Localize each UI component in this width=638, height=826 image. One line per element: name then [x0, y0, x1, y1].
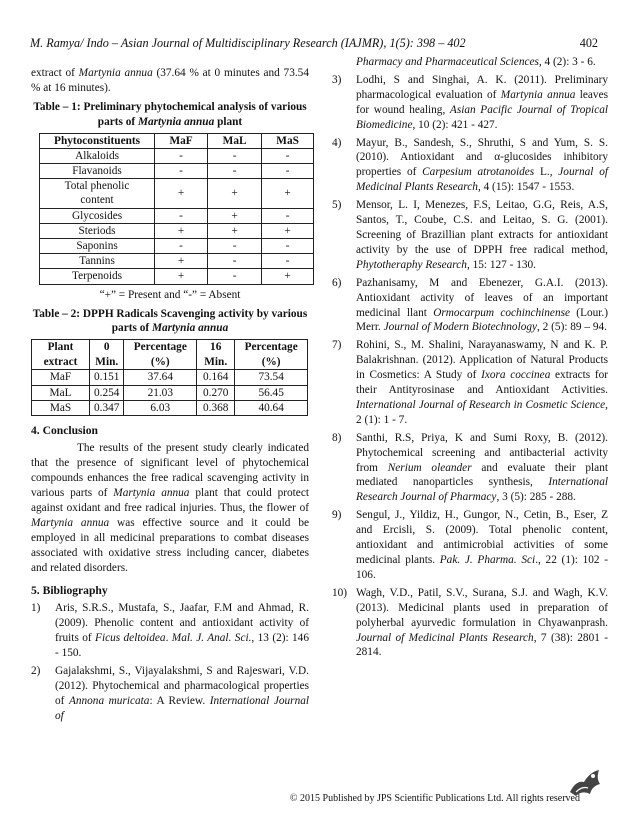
conclusion-paragraph: The results of the present study clearly indicated that the presence of significant level of phytochemical compounds enhances the free radical scavenging activity in various parts of Martynia annua plant that could protect against oxidant and free radical injuries. Thus, the flower of Martynia annua was effective source and it could be employed in all medicinal preparations to combat diseases associated with oxidative stress including cancer, diabetes and related disorders. [31, 442, 309, 574]
reference-item: 4) Mayur, B., Sandesh, S., Shruthi, S and Yum, S. S. (2010). Antioxidant and α-glucosides inhibitory properties of Carpesium atrotanoides L., Journal of Medicinal Plants Research, 4 (15): 1547 - 1553. [332, 136, 608, 194]
phytochemical-table [39, 133, 314, 285]
table-cell: - [208, 164, 262, 179]
table-header-row [32, 340, 308, 370]
table-cell: 37.64 [124, 370, 197, 385]
reference-item: 7) Rohini, S., M. Shalini, Narayanaswamy, N and K. P. Balakrishnan. (2012). Application of Natural Products in Cosmetics: A Study of Ixora coccinea extracts for their Antityrosinase and Antioxidant Activities. International Journal of Research in Cosmetic Science, 2 (1): 1 - 7. [332, 339, 609, 426]
table-header-row [40, 133, 314, 148]
page-number: 402 [579, 36, 598, 50]
column-header: MaF [155, 133, 208, 148]
table-cell: 0.164 [197, 370, 235, 385]
table-cell: 56.45 [235, 385, 308, 400]
column-header: 0 Min. [90, 340, 124, 370]
reference-list-continued [332, 55, 608, 660]
intro-paragraph: extract of Martynia annua (37.64 % at 0 minutes and 73.54 % at 16 minutes). [31, 67, 309, 94]
table-row [40, 148, 314, 163]
table-cell: 40.64 [235, 401, 308, 416]
table-cell: 21.03 [124, 385, 197, 400]
table-row [40, 269, 314, 284]
reference-item: 2) Gajalakshmi, S., Vijayalakshmi, S and Rajeswari, V.D. (2012). Phytochemical and pharmacological properties of Annona muricata: A Review. International Journal of [31, 665, 309, 722]
table-cell: + [208, 208, 262, 223]
table-cell: - [262, 239, 314, 254]
column-header: 16 Min. [197, 340, 235, 370]
conclusion-heading: 4. Conclusion [31, 424, 99, 438]
table-cell: 0.270 [197, 385, 235, 400]
table-cell: + [155, 223, 208, 238]
column-header: MaS [262, 133, 314, 148]
reference-item: 6) Pazhanisamy, M and Ebenezer, G.A.I. (2013). Antioxidant activity of leaves of an important medicinal llant Ormocarpum cochinchinense (Lour.) Merr. Journal of Modern Biotechnology, 2 (5): 89 – 94. [332, 276, 608, 334]
table-cell: - [208, 269, 262, 284]
left-column [31, 66, 309, 727]
table-cell: - [155, 164, 208, 179]
table-cell: 0.151 [90, 370, 124, 385]
table-cell: + [262, 223, 314, 238]
table-row [32, 370, 308, 385]
table1-legend: “+” = Present and “-” = Absent [99, 288, 241, 301]
table-cell: + [208, 179, 262, 208]
reference-item-continued: Pharmacy and Pharmaceutical Sciences, 4 (2): 3 - 6. [356, 56, 596, 68]
column-header: Percentage (%) [124, 340, 197, 370]
running-title: M. Ramya/ Indo – Asian Journal of Multidisciplinary Research (IAJMR), 1(5): 398 – 402 [30, 36, 466, 50]
dpph-table [31, 339, 308, 416]
table-cell: - [208, 254, 262, 269]
bibliography-heading: 5. Bibliography [31, 584, 108, 598]
right-column [332, 55, 608, 663]
table-row [40, 254, 314, 269]
table-cell: MaS [32, 401, 90, 416]
table-cell: - [155, 208, 208, 223]
table-cell: 0.254 [90, 385, 124, 400]
table1-caption: Table – 1: Preliminary phytochemical analysis of various parts of Martynia annua plant [33, 100, 307, 128]
table-cell: Tannins [40, 254, 155, 269]
table-cell: Alkaloids [40, 148, 155, 163]
table-cell: + [155, 254, 208, 269]
reference-item: 5) Mensor, L. I, Menezes, F.S, Leitao, G.G, Reis, A.S, Santos, T., Coube, C.S. and Leitao, S. G. (2001). Screening of Brazillian plant extracts for antioxidant activity by the use of DPPH free radical method, Phytotheraphy Research, 15: 127 - 130. [332, 199, 608, 271]
table-row [40, 208, 314, 223]
table-cell: Steriods [40, 223, 155, 238]
table-cell: Total phenolic content [40, 179, 155, 208]
table-cell: - [155, 239, 208, 254]
table-cell: 73.54 [235, 370, 308, 385]
table-cell: - [155, 148, 208, 163]
table-cell: - [208, 239, 262, 254]
table-cell: - [262, 254, 314, 269]
running-header [30, 36, 608, 52]
table-cell: + [262, 269, 314, 284]
table-cell: Flavanoids [40, 164, 155, 179]
table-cell: Terpenoids [40, 269, 155, 284]
table-cell: - [262, 208, 314, 223]
table-cell: Glycosides [40, 208, 155, 223]
table-row [40, 223, 314, 238]
table-cell: 6.03 [124, 401, 197, 416]
table-cell: Saponins [40, 239, 155, 254]
table-row [32, 385, 308, 400]
reference-item: 3) Lodhi, S and Singhai, A. K. (2011). Preliminary pharmacological evaluation of Martynia annua leaves for wound healing, Asian Pacific Journal of Tropical Biomedicine, 10 (2): 421 - 427. [332, 73, 608, 131]
table-cell: - [208, 148, 262, 163]
table-row [40, 164, 314, 179]
reference-item: 1) Aris, S.R.S., Mustafa, S., Jaafar, F.M and Ahmad, R. (2009). Phenolic content and antioxidant activity of fruits of Ficus deltoidea. Mal. J. Anal. Sci., 13 (2): 146 - 150. [31, 602, 309, 660]
table2-caption: Table – 2: DPPH Radicals Scavenging activity by various parts of Martynia annua [32, 307, 308, 335]
reference-item: 9) Sengul, J., Yildiz, H., Gungor, N., Cetin, B., Eser, Z and Ercisli, S. (2009). Total phenolic content, antioxidant and antimicrobial activities of some medicinal plants. Pak. J. Pharma. Sci., 22 (1): 102 - 106. [332, 509, 609, 581]
table-cell: MaF [32, 370, 90, 385]
table-cell: + [155, 269, 208, 284]
column-header: Phytoconstituents [40, 133, 155, 148]
table-cell: + [155, 179, 208, 208]
table-cell: + [208, 223, 262, 238]
table-cell: MaL [32, 385, 90, 400]
table-cell: 0.347 [90, 401, 124, 416]
table-cell: - [262, 148, 314, 163]
column-header: MaL [208, 133, 262, 148]
reference-list [31, 601, 309, 723]
column-header: Plant extract [32, 340, 90, 370]
reference-item: 10) Wagh, V.D., Patil, S.V., Surana, S.J. and Wagh, K.V. (2013). Medicinal plants used in preparation of polyherbal ayurvedic formulation in Chyawanprash. Journal of Medicinal Plants Research, 7 (38): 2801 - 2814. [332, 586, 608, 659]
table-row [40, 179, 314, 208]
copyright-footer: © 2015 Published by JPS Scientific Publications Ltd. All rights reserved [289, 793, 580, 804]
reference-item: 8) Santhi, R.S, Priya, K and Sumi Roxy, B. (2012). Phytochemical screening and antibacterial activity from Nerium oleander and evaluate their plant mediated nanoparticles synthesis, International Research Journal of Pharmacy, 3 (5): 285 - 288. [332, 431, 608, 504]
table-row [40, 239, 314, 254]
table-cell: + [262, 179, 314, 208]
table-cell: - [262, 164, 314, 179]
column-header: Percentage (%) [235, 340, 308, 370]
table-row [32, 401, 308, 416]
table-cell: 0.368 [197, 401, 235, 416]
